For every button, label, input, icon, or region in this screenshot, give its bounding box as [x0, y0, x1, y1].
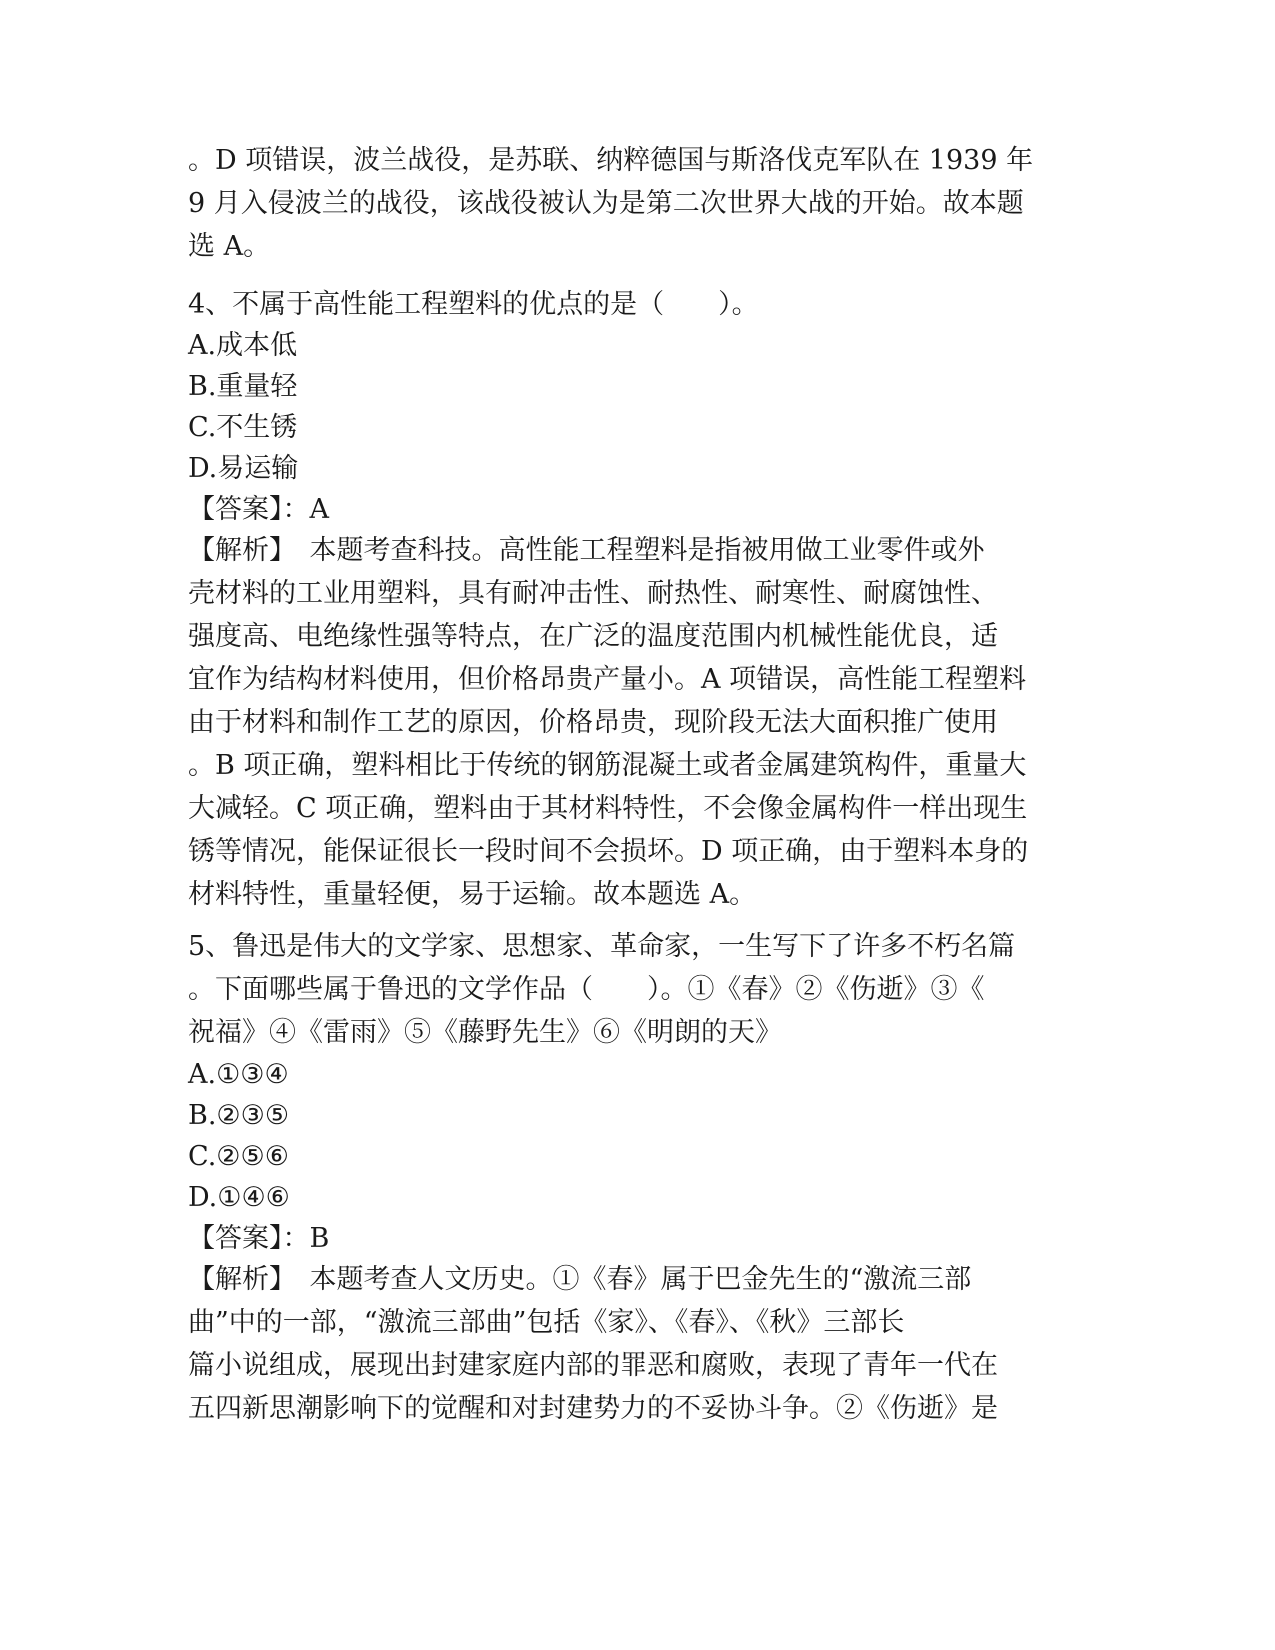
option-c: C.不生锈 — [188, 412, 298, 443]
analysis-line: 由于材料和制作工艺的原因，价格昂贵，现阶段无法大面积推广使用 — [188, 707, 998, 738]
option-d: D.①④⑥ — [188, 1182, 290, 1213]
text-line: 选 A。 — [188, 231, 271, 262]
answer-line: 【答案】：A — [188, 494, 329, 525]
analysis-line: 强度高、电绝缘性强等特点，在广泛的温度范围内机械性能优良，适 — [188, 621, 998, 652]
analysis-line: 锈等情况，能保证很长一段时间不会损坏。D 项正确，由于塑料本身的 — [188, 836, 1029, 867]
option-c: C.②⑤⑥ — [188, 1141, 289, 1172]
option-b: B.②③⑤ — [188, 1100, 290, 1131]
option-a: A.①③④ — [188, 1059, 289, 1090]
question-stem-line: 。下面哪些属于鲁迅的文学作品（ ）。①《春》②《伤逝》③《 — [188, 974, 985, 1005]
analysis-line: 【解析】 本题考查人文历史。①《春》属于巴金先生的“激流三部 — [188, 1264, 972, 1295]
analysis-line: 壳材料的工业用塑料，具有耐冲击性、耐热性、耐寒性、耐腐蚀性、 — [188, 578, 998, 609]
question-stem-line: 祝福》④《雷雨》⑤《藤野先生》⑥《明朗的天》 — [188, 1017, 782, 1048]
analysis-line: 材料特性，重量轻便，易于运输。故本题选 A。 — [188, 879, 757, 910]
question-stem: 4、不属于高性能工程塑料的优点的是（ ）。 — [188, 289, 759, 320]
analysis-line: 宜作为结构材料使用，但价格昂贵产量小。A 项错误，高性能工程塑料 — [188, 664, 1027, 695]
analysis-line: 。B 项正确，塑料相比于传统的钢筋混凝土或者金属建筑构件，重量大 — [188, 750, 1027, 781]
option-a: A.成本低 — [188, 330, 298, 361]
analysis-line: 大减轻。C 项正确，塑料由于其材料特性，不会像金属构件一样出现生 — [188, 793, 1028, 824]
analysis-line: 篇小说组成，展现出封建家庭内部的罪恶和腐败，表现了青年一代在 — [188, 1350, 998, 1381]
text-line: 。D 项错误，波兰战役，是苏联、纳粹德国与斯洛伐克军队在 1939 年 — [188, 145, 1034, 176]
analysis-line: 五四新思潮影响下的觉醒和对封建势力的不妥协斗争。②《伤逝》是 — [188, 1393, 998, 1424]
analysis-line: 【解析】 本题考查科技。高性能工程塑料是指被用做工业零件或外 — [188, 535, 985, 566]
answer-line: 【答案】：B — [188, 1223, 330, 1254]
text-line: 9 月入侵波兰的战役，该战役被认为是第二次世界大战的开始。故本题 — [188, 188, 1024, 219]
analysis-line: 曲”中的一部，“激流三部曲”包括《家》、《春》、《秋》三部长 — [188, 1307, 905, 1338]
question-stem-line: 5、鲁迅是伟大的文学家、思想家、革命家，一生写下了许多不朽名篇 — [188, 931, 1016, 962]
option-b: B.重量轻 — [188, 371, 298, 402]
option-d: D.易运输 — [188, 453, 299, 484]
